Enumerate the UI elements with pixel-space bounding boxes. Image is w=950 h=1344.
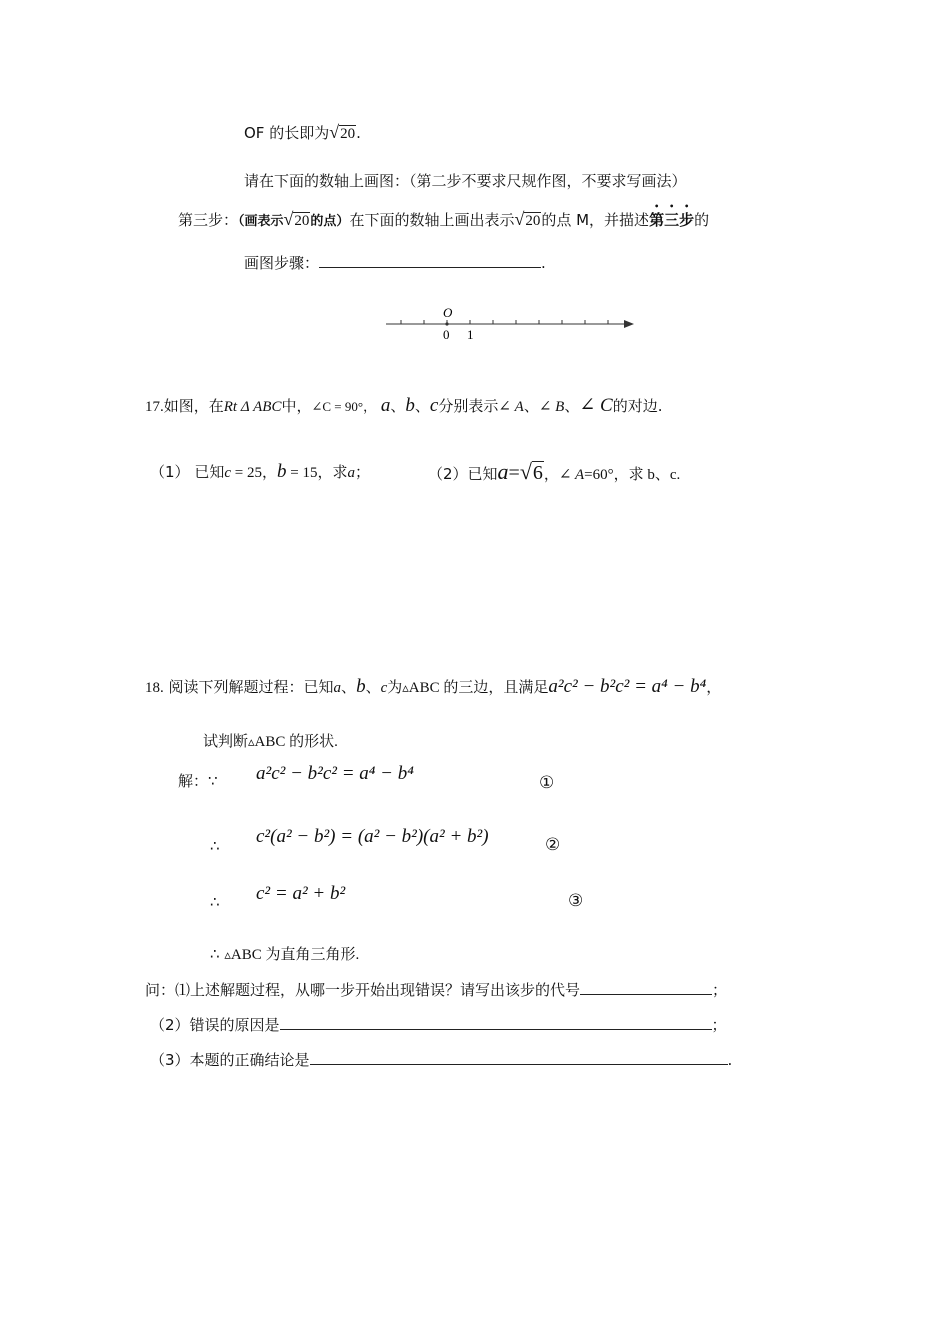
sqrt-20-small: √20 (283, 209, 310, 229)
q18-text-b: 为 (387, 678, 403, 696)
step-mark-3: ③ (568, 891, 584, 911)
q17-part2 (428, 459, 681, 485)
sqrt-radicand: 20 (525, 213, 541, 229)
c-value: = 25， (231, 465, 277, 481)
angle-value: =60°，求 b、c. (584, 467, 681, 483)
rt-triangle: Rt Δ ABC (223, 399, 282, 415)
solution-label: 解：∵ (178, 772, 218, 790)
q17-text: 如图，在 (163, 397, 224, 415)
condition-equation: a²c² − b²c² = a⁴ − b⁴ (548, 676, 707, 697)
var-c: c (380, 680, 388, 696)
equation-1: a²c² − b²c² = a⁴ − b⁴ (256, 763, 414, 784)
tick-label-1: 1 (467, 327, 474, 342)
step3-paren-text-end: 的点） (310, 214, 350, 229)
q18-text: 阅读下列解题过程：已知 (168, 678, 334, 696)
therefore-2: ∴ (210, 893, 220, 911)
end-mark: . (727, 1051, 733, 1069)
q17-stem: 17.如图，在Rt Δ ABC中，∠C = 90°， a、b、c分别表示∠ A、∠ B、∠ C的对边. (145, 395, 663, 416)
ask-3 (150, 1049, 732, 1070)
q18-line2-text-b: ABC 的形状. (254, 734, 338, 750)
sqrt-20: √20 (329, 122, 356, 142)
q17-part1 (150, 462, 370, 483)
angle-b: ∠ B (538, 399, 565, 415)
var-c: c (224, 465, 232, 481)
ask-2-text: （2）错误的原因是 (150, 1016, 280, 1034)
sqrt-radicand: 6 (532, 462, 543, 484)
var-c: c (429, 395, 439, 416)
of-length-line (244, 122, 361, 144)
period: . (541, 254, 546, 272)
axis-ticks (401, 320, 608, 324)
draw-instruction: 请在下面的数轴上画图：（第二步不要求尺规作图，不要求写画法） (244, 172, 687, 190)
equation-3: c² = a² + b² (256, 883, 346, 904)
end-mark: ； (711, 1016, 727, 1034)
step3-label: 第三步： (178, 211, 239, 229)
var-a: a (347, 465, 355, 481)
origin-label: O (443, 305, 453, 320)
q17-text-c: 分别表示 (438, 397, 499, 415)
var-a: a (497, 459, 509, 484)
therefore-symbol: ∴ (210, 945, 220, 963)
step3-paren-text: （画表示 (238, 214, 284, 229)
ask-2-blank[interactable] (280, 1014, 712, 1030)
step3-text: 在下面的数轴上画出表示 (349, 211, 515, 229)
sep: 、 (414, 397, 430, 415)
var-b: b (405, 395, 415, 416)
conclusion-text: ABC 为直角三角形. (230, 947, 360, 963)
step3-emphasis: 第三步 (649, 211, 695, 229)
ask-3-blank[interactable] (310, 1049, 728, 1065)
q17-text-b: 中， (281, 397, 312, 415)
ask-1 (145, 979, 727, 1000)
step3-text-b: 的点 M，并描述 (541, 211, 650, 229)
sep: ， (543, 465, 559, 483)
triangle-icon: ▵ (402, 681, 409, 696)
number-line (380, 300, 642, 346)
part-label: （1） (150, 463, 190, 481)
period: . (356, 124, 361, 142)
ask-1-blank[interactable] (580, 979, 712, 995)
part-label: （2）已知 (428, 465, 498, 483)
axis-arrow (624, 320, 634, 328)
ask-1-text: 问：⑴上述解题过程，从哪一步开始出现错误？请写出该步的代号 (145, 981, 581, 999)
conclusion-line (210, 944, 359, 966)
sep: 、 (390, 397, 406, 415)
angle-c: ∠ C (579, 395, 613, 416)
tick-label-0: 0 (443, 327, 450, 342)
end-mark: ； (712, 981, 728, 999)
sqrt-radicand: 20 (340, 126, 356, 142)
equation-2: c²(a² − b²) = (a² − b²)(a² + b²) (256, 826, 489, 847)
var-b: b (276, 461, 287, 482)
equals: = (508, 462, 520, 484)
b-value: = 15，求 (286, 465, 348, 481)
step3-answer-label: 画图步骤： (244, 254, 320, 272)
triangle-icon: ▵ (224, 948, 231, 963)
step-mark-1: ① (539, 773, 555, 793)
sqrt-20-m: √20 (514, 209, 541, 229)
ask-3-text: （3）本题的正确结论是 (150, 1051, 310, 1069)
q17-text-d: 的对边. (612, 397, 663, 415)
var-a: a (380, 395, 391, 416)
angle-a: ∠ A (498, 399, 524, 415)
angle-a: ∠ A (558, 467, 585, 483)
question-number: 18. (145, 680, 164, 696)
var-a: a (333, 680, 342, 696)
ask-2 (150, 1014, 727, 1035)
origin-point (445, 322, 448, 325)
of-length-text: OF 的长即为 (244, 124, 330, 142)
answer-blank[interactable] (319, 252, 541, 268)
var-b: b (356, 676, 366, 697)
step3-answer-line (244, 252, 546, 273)
angle-c-value: ∠C = 90°， (311, 399, 377, 414)
step-mark-2: ② (545, 835, 561, 855)
end-mark: ， (706, 678, 722, 696)
sqrt-6: √6 (519, 459, 543, 484)
end-mark: ； (354, 463, 370, 481)
triangle-icon: ▵ (248, 735, 255, 750)
part-text: 已知 (194, 463, 225, 481)
sqrt-radicand: 20 (294, 213, 310, 229)
step3-line (178, 202, 709, 232)
therefore-1: ∴ (210, 837, 220, 855)
q18-tri-text: ABC 的三边，且满足 (408, 680, 549, 696)
q18-line2-text: 试判断 (203, 732, 249, 750)
q18-stem: 18. 阅读下列解题过程：已知a、b、c为▵ABC 的三边，且满足a²c² − b²c² = a⁴ − b⁴， (145, 676, 722, 697)
q18-line2 (203, 731, 338, 753)
question-number: 17. (145, 399, 164, 415)
step3-text-c: 的 (694, 211, 710, 229)
